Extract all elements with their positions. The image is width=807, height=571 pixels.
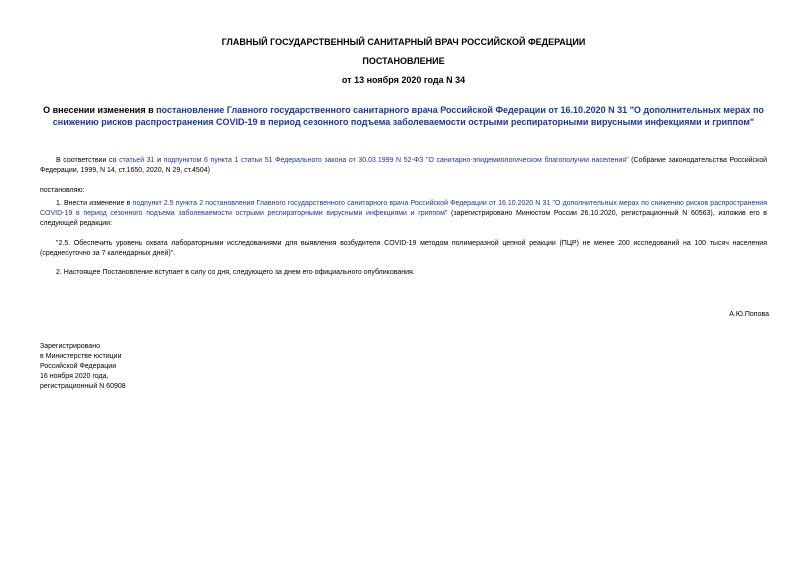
resolve-line: постановляю: [40,187,85,194]
document-type: ПОСТАНОВЛЕНИЕ [362,56,445,66]
subject-link[interactable]: постановление Главного государственного санитарного врача Российской Федерации от 16.10.2020 N 31 "О дополнительных мерах по снижению рисков распространения COVID-19 в период сезонного подъема заболеваемости острыми респираторными вирусными инфекциями и гриппом" [52,105,764,127]
preamble-text-2: и [154,157,164,164]
article-31-link[interactable]: статьей 31 [119,157,155,164]
subclause-2-5-link[interactable]: подпункт 2.5 пункта 2 постановления Главного государственного санитарного врача Российской Федерации от 16.10.2020 N 31 "О дополнительных мерах по снижению рисков распространения COVID-19 в период сезонного подъема заболеваемости острыми респираторными вирусными инфекциями и гриппом" [40,200,767,217]
item-1-text-1: 1. Внести изменение в [56,200,133,207]
signature: А.Ю.Попова [729,311,769,318]
document-date-number: от 13 ноября 2020 года N 34 [341,75,466,85]
preamble-text-1: В соответствии со [56,157,120,164]
registration-block [40,342,126,392]
subject-prefix: О внесении изменения в [43,105,157,115]
amendment-quote: "2.5. Обеспечить уровень охвата лабораторными исследованиями для выявления возбудителя COVID-19 методом полимеразной цепной реакции (ПЦР) не менее 200 исследований на 100 тысяч населения (среднесуточно за 7 календарных дней)". [40,240,767,257]
registration-line: регистрационный N 60908 [40,383,126,390]
document-subject [40,104,767,128]
preamble-paragraph [40,156,767,176]
preamble-text-3: (Собрание законодательства Российской Федерации, 1999, N 14, ст.1650, 2020, N 29, ст.4504) [40,157,767,174]
registration-line: Зарегистрировано [40,343,100,350]
registration-line: 16 ноября 2020 года, [40,373,109,380]
item-1-text-2: (зарегистрировано Минюстом России 26.10.2020, регистрационный N 60563), изложив его в следующей редакции: [40,210,767,227]
registration-line: Российской Федерации [40,363,117,370]
item-2-paragraph: 2. Настоящее Постановление вступает в силу со дня, следующего за днем его официального опубликования. [56,269,415,276]
issuing-authority: ГЛАВНЫЙ ГОСУДАРСТВЕННЫЙ САНИТАРНЫЙ ВРАЧ РОССИЙСКОЙ ФЕДЕРАЦИИ [221,37,586,47]
federal-law-link[interactable]: подпунктом 6 пункта 1 статьи 51 Федерального закона от 30.03.1999 N 52-ФЗ "О санитарно-эпидемиологическом благополучии населения" [163,157,629,164]
item-1-paragraph [40,199,767,229]
registration-line: в Министерстве юстиции [40,353,122,360]
